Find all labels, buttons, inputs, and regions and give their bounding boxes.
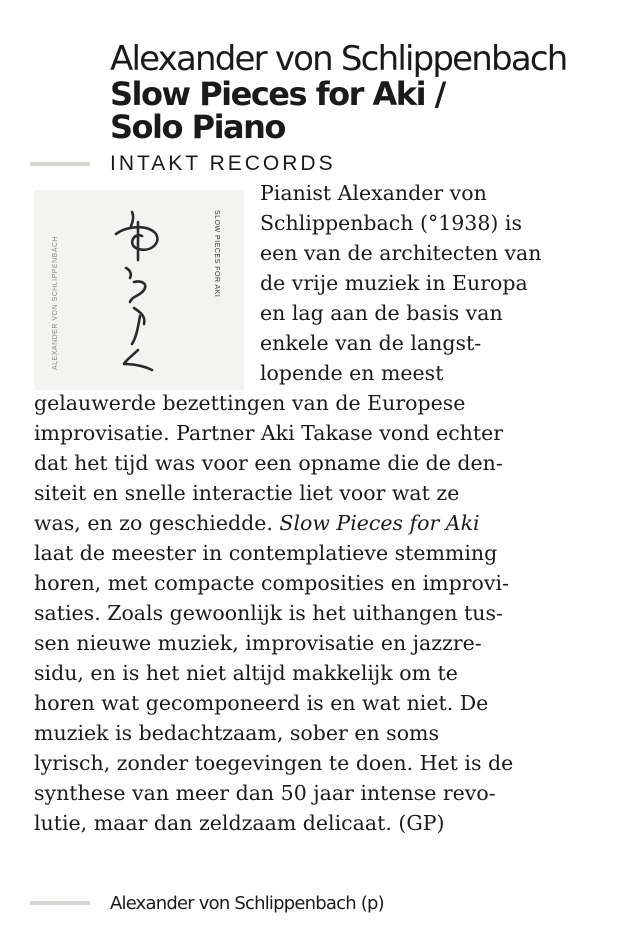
- article-line: gelauwerde bezettingen van de Europese: [34, 391, 466, 415]
- article-line: dat het tijd was voor een opname die de den-: [34, 451, 503, 475]
- article-line: laat de meester in contemplatieve stemming: [34, 541, 498, 565]
- artist-name: Alexander von Schlippenbach: [110, 39, 567, 79]
- article-line: sidu, en is het niet altijd makkelijk om te: [34, 661, 458, 685]
- article-line: enkele van de langst-: [260, 331, 482, 355]
- article-line: horen, met compacte composities en improvi-: [34, 571, 509, 595]
- label-row: [30, 150, 336, 178]
- article-line: lopende en meest: [260, 361, 444, 385]
- article-line: lyrisch, zonder toegevingen te doen. Het is de: [34, 751, 514, 775]
- album-title-line-1: Slow Pieces for Aki /: [110, 75, 445, 113]
- article-line: [34, 508, 600, 538]
- credit-divider: [30, 901, 90, 905]
- article-line: saties. Zoals gewoonlijk is het uithangen tus-: [34, 601, 503, 625]
- cover-spine-left-text: ALEXANDER VON SCHLIPPENBACH: [52, 235, 59, 370]
- album-title: [110, 75, 530, 146]
- article-line: horen wat gecomponeerd is en wat niet. De: [34, 691, 489, 715]
- label-divider: [30, 162, 90, 166]
- article-line: synthese van meer dan 50 jaar intense revo-: [34, 781, 496, 805]
- musician-credit: Alexander von Schlippenbach (p): [110, 892, 384, 914]
- article-line: sen nieuwe muziek, improvisatie en jazzre-: [34, 631, 482, 655]
- album-title-line-2: Solo Piano: [110, 108, 285, 146]
- article-line: Schlippenbach (°1938) is: [260, 211, 522, 235]
- cover-spine-right-text: SLOW PIECES FOR AKI: [213, 210, 220, 298]
- record-label: INTAKT RECORDS: [110, 152, 336, 175]
- article-line-start: was, en zo geschiedde.: [34, 511, 273, 535]
- article-line: lutie, maar dan zeldzaam delicaat. (GP): [34, 811, 445, 835]
- article-line: en lag aan de basis van: [260, 301, 503, 325]
- article-line: een van de architecten van: [260, 241, 542, 265]
- article-line: siteit en snelle interactie liet voor wat ze: [34, 481, 460, 505]
- article-line: Pianist Alexander von: [260, 181, 487, 205]
- article-line: improvisatie. Partner Aki Takase vond echter: [34, 421, 504, 445]
- article-line: de vrije muziek in Europa: [260, 271, 528, 295]
- credit-row: [30, 890, 384, 916]
- review-text: [34, 178, 600, 838]
- article-line: muziek is bedachtzaam, sober en soms: [34, 721, 440, 745]
- album-title-italic: Slow Pieces for Aki: [279, 511, 480, 535]
